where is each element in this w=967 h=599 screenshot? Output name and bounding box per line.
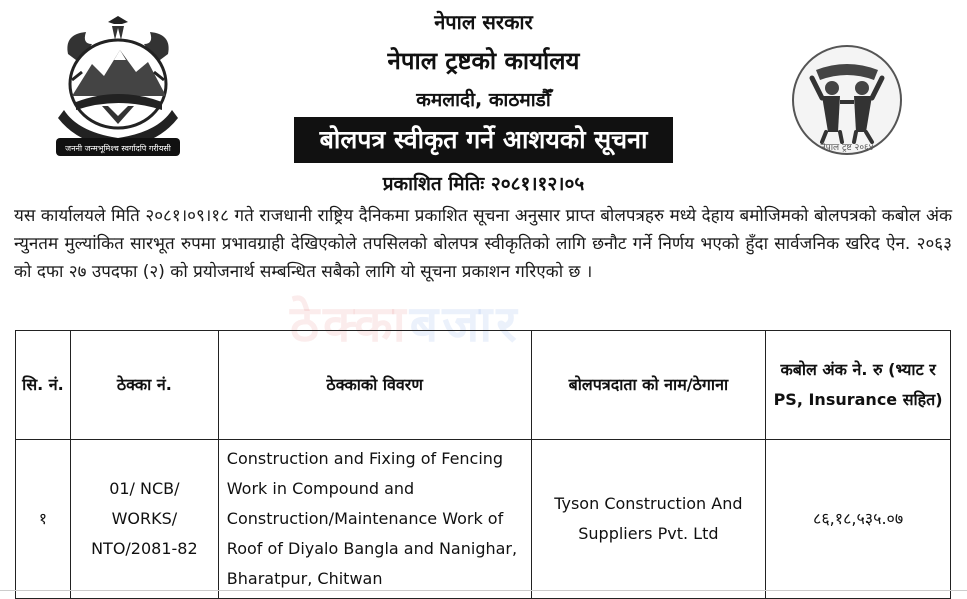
office-location: कमलादी, काठमाडौँ (416, 89, 551, 111)
cell-amount: ८६,१८,५३५.०७ (766, 440, 951, 599)
cell-contract-no: 01/ NCB/ WORKS/ NTO/2081-82 (70, 440, 218, 599)
nepal-trust-logo-icon (782, 40, 912, 160)
header-description: ठेक्काको विवरण (218, 331, 531, 440)
cell-sn: १ (16, 440, 71, 599)
bottom-divider (0, 590, 967, 591)
tender-table (15, 330, 951, 599)
watermark-part-1: ठेक्का (290, 295, 410, 353)
government-title: नेपाल सरकार (434, 10, 533, 34)
header-amount: कबोल अंक ने. रु (भ्याट र PS, Insurance सहित) (766, 331, 951, 440)
header-contract-no: ठेक्का नं. (70, 331, 218, 440)
published-date: प्रकाशित मितिः २०८१।१२।०५ (382, 173, 585, 195)
notice-header (0, 0, 967, 200)
header-bidder: बोलपत्रदाता को नाम/ठेगाना (531, 331, 766, 440)
header-sn: सि. नं. (16, 331, 71, 440)
notice-paragraph: यस कार्यालयले मिति २०८१।०९।१८ गते राजधानी राष्ट्रिय दैनिकमा प्रकाशित सूचना अनुसार प्राप्त बोलपत्रहरु मध्ये देहाय बमोजिमको बोलपत्रको कबोल अंक न्युनतम मुल्यांकित सारभूत रुपमा प्रभावग्राही देखिएकोले तपसिलको बोलपत्र स्वीकृतिको लागि छनौट गर्ने निर्णय भएको हुँदा सार्वजनिक खरिद ऐन. २०६३ को दफा २७ उपदफा (२) को प्रयोजनार्थ सम्बन्धित सबैको लागि यो सूचना प्रकाशन गरिएको छ । (14, 206, 952, 282)
office-title: नेपाल ट्रष्टको कार्यालय (387, 47, 580, 75)
table-header-row (16, 331, 951, 440)
table-row (16, 440, 951, 599)
emblem-left-caption: जननी जन्मभूमिश्च स्वर्गादपि गरीयसी (65, 144, 171, 153)
watermark-part-2: बजार (409, 295, 521, 353)
cell-description: Construction and Fixing of Fencing Work in Compound and Construction/Maintenance Work of Roof of Diyalo Bangla and Nanighar, Bharatpur, Chitwan (218, 440, 531, 599)
nepal-emblem-icon (48, 14, 188, 159)
emblem-right-caption: नेपाल ट्रष्ट २०६४ (820, 143, 874, 153)
cell-bidder: Tyson Construction And Suppliers Pvt. Ltd (531, 440, 766, 599)
notice-title-banner: बोलपत्र स्वीकृत गर्ने आशयको सूचना (294, 117, 674, 163)
